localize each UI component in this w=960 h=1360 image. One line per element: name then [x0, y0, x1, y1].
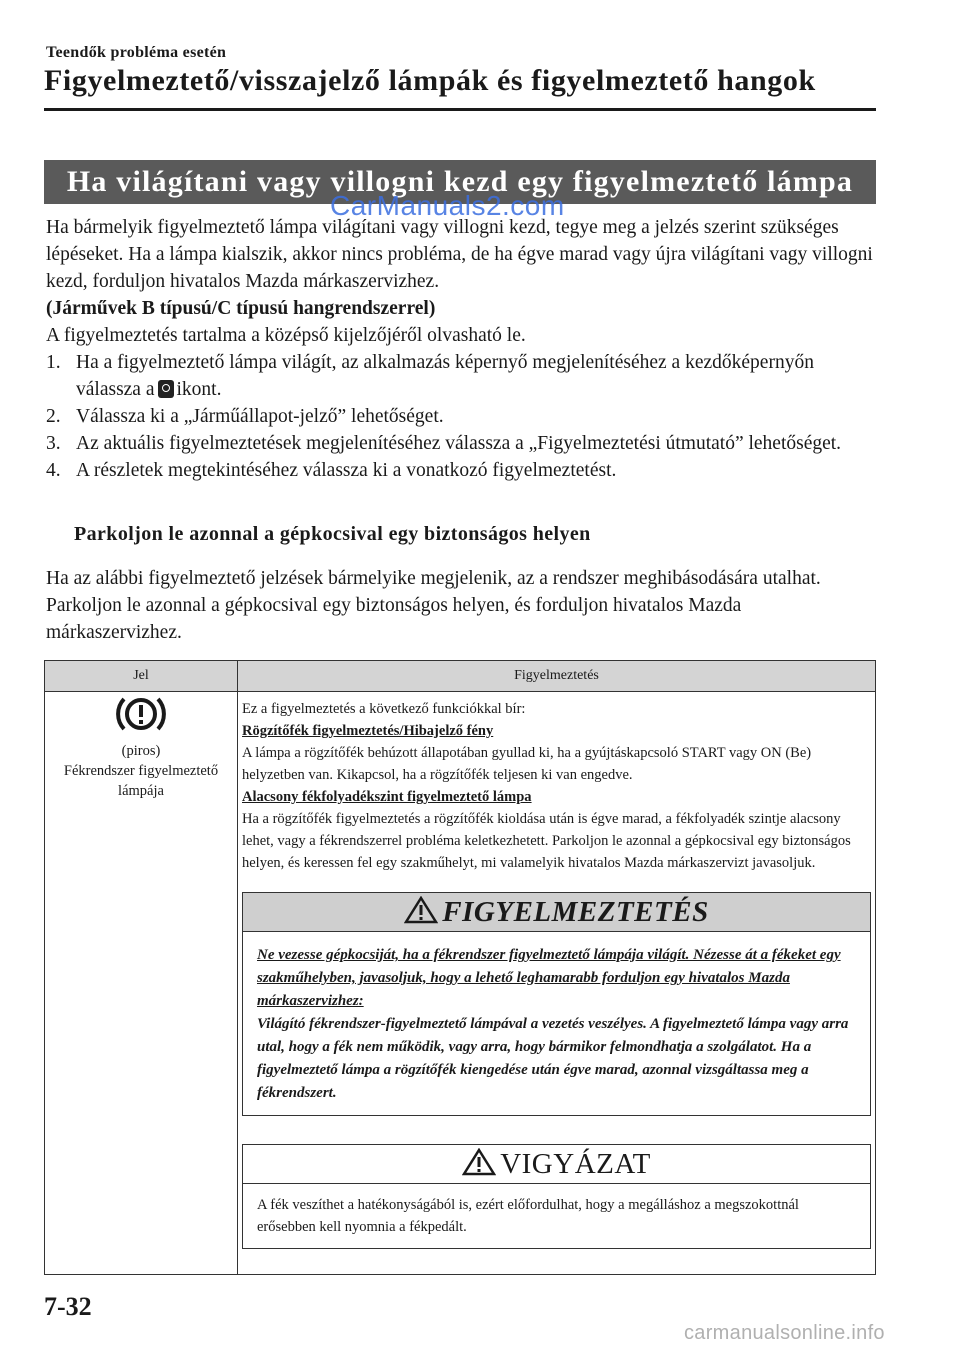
list-item: 4. A részletek megtekintéséhez válassza ki a vonatkozó figyelmeztetést.: [46, 460, 617, 481]
signal-name: Fékrendszer figyelmeztető lámpája: [63, 763, 219, 799]
column-header-signal: Jel: [45, 661, 238, 692]
signal-cell: [45, 692, 238, 1275]
caution-box: [242, 1144, 871, 1249]
paragraph-3: Ha az alábbi figyelmeztető jelzések bármelyike megjelenik, az a rendszer meghibásodására utalhat. Parkoljon le azonnal a gépkocsival egy biztonságos helyen, és forduljon hivatalos Mazda márkaszervizhez.: [46, 568, 821, 643]
section-banner: Ha világítani vagy villogni kezd egy figyelmeztető lámpa: [44, 160, 876, 204]
parking-brake-text: A lámpa a rögzítőfék behúzott állapotában gyullad ki, ha a gyújtáskapcsoló START vagy ON (Be) helyzetben van. Kikapcsol, ha a rögzítőfék teljesen ki van engedve.: [242, 745, 812, 783]
list-item: 2. Válassza ki a „Járműállapot-jelző” lehetőséget.: [46, 406, 444, 427]
warning-box-text: Ne vezesse gépkocsiját, ha a fékrendszer figyelmeztető lámpája világít. Nézesse át a fékeket egy szakműhelyben, javasoljuk, hogy a lehető leghamarabb forduljon egy hivatalos Mazda márkaszervizhez: Világító fékrendszer-figyelmeztető lámpával a vezetés veszélyes. A figyelmeztető lámpa vagy arra utal, hogy a fék nem működik, vagy arra, hogy bármikor felmondhatja a szolgálatot. Ha a figyelmeztető lámpa a rögzítőfék kiengedése után égve marad, azonnal vizsgáltassa meg a fékrendszert.: [257, 947, 849, 1101]
signal-color-note: (piros): [121, 743, 161, 759]
parking-brake-title: Rögzítőfék figyelmeztetés/Hibajelző fény: [242, 723, 494, 739]
list-item: 1. Ha a figyelmeztető lámpa világít, az alkalmazás képernyő megjelenítéséhez a kezdőképernyőn válassza a ikont.: [46, 352, 814, 400]
section-label: Teendők probléma esetén: [46, 44, 227, 61]
footer-watermark: carmanualsonline.info: [684, 1322, 885, 1344]
watermark: CarManuals2.com: [330, 190, 565, 221]
column-header-warning: Figyelmeztetés: [238, 661, 876, 692]
warning-table: [44, 660, 876, 1275]
warning-cell: [238, 692, 876, 1275]
audio-system-note: (Járművek B típusú/C típusú hangrendszerrel): [46, 298, 436, 319]
caution-triangle-icon: [462, 1148, 496, 1176]
list-item: 3. Az aktuális figyelmeztetések megjelenítéséhez válassza a „Figyelmeztetési útmutató” lehetőséget.: [46, 433, 842, 454]
warning-lead: Ez a figyelmeztetés a következő funkciókkal bír:: [242, 701, 526, 717]
brake-fluid-text: Ha a rögzítőfék figyelmeztetés a rögzítőfék kioldása után is égve marad, a fékfolyadék szintje alacsony lehet, vagy a fékrendszerrel probléma keletkezhetett. Parkoljon le azonnal a gépkocsival egy biztonságos helyen, és keressen fel egy szakműhelyt, mi valamelyik hivatalos Mazda márkaszervizt javasoljuk.: [242, 811, 851, 871]
title-rule: [44, 108, 876, 111]
warning-box-title: FIGYELMEZTETÉS: [442, 896, 709, 928]
caution-box-title: VIGYÁZAT: [500, 1148, 651, 1180]
caution-box-text: A fék veszíthet a hatékonyságából is, ezért előfordulhat, hogy a megálláshoz a megszokottnál erősebben kell nyomnia a fékpedált.: [257, 1197, 799, 1235]
table-row: [45, 692, 876, 1275]
steps-list: [46, 349, 876, 484]
brake-fluid-title: Alacsony fékfolyadékszint figyelmeztető lámpa: [242, 789, 532, 805]
subheading: Parkoljon le azonnal a gépkocsival egy biztonságos helyen: [74, 523, 591, 545]
page-title: Figyelmeztető/visszajelző lámpák és figyelmeztető hangok: [44, 64, 816, 97]
page-number: 7-32: [44, 1292, 92, 1321]
warning-box-header: [243, 893, 870, 932]
warning-box: [242, 892, 871, 1116]
intro-paragraph-2: A figyelmeztetés tartalma a középső kijelzőjéről olvasható le.: [46, 325, 526, 346]
intro-paragraph: Ha bármelyik figyelmeztető lámpa világítani vagy villogni kezd, tegye meg a jelzés szerint szükséges lépéseket. Ha a lámpa kialszik, akkor nincs probléma, de ha égve marad vagy újra világítani vagy villogni kezd, forduljon hivatalos Mazda márkaszervizhez.: [46, 217, 873, 292]
brake-warning-icon: [114, 693, 168, 735]
app-info-icon: [158, 380, 174, 398]
warning-triangle-icon: [404, 896, 438, 924]
caution-box-header: [243, 1145, 870, 1184]
